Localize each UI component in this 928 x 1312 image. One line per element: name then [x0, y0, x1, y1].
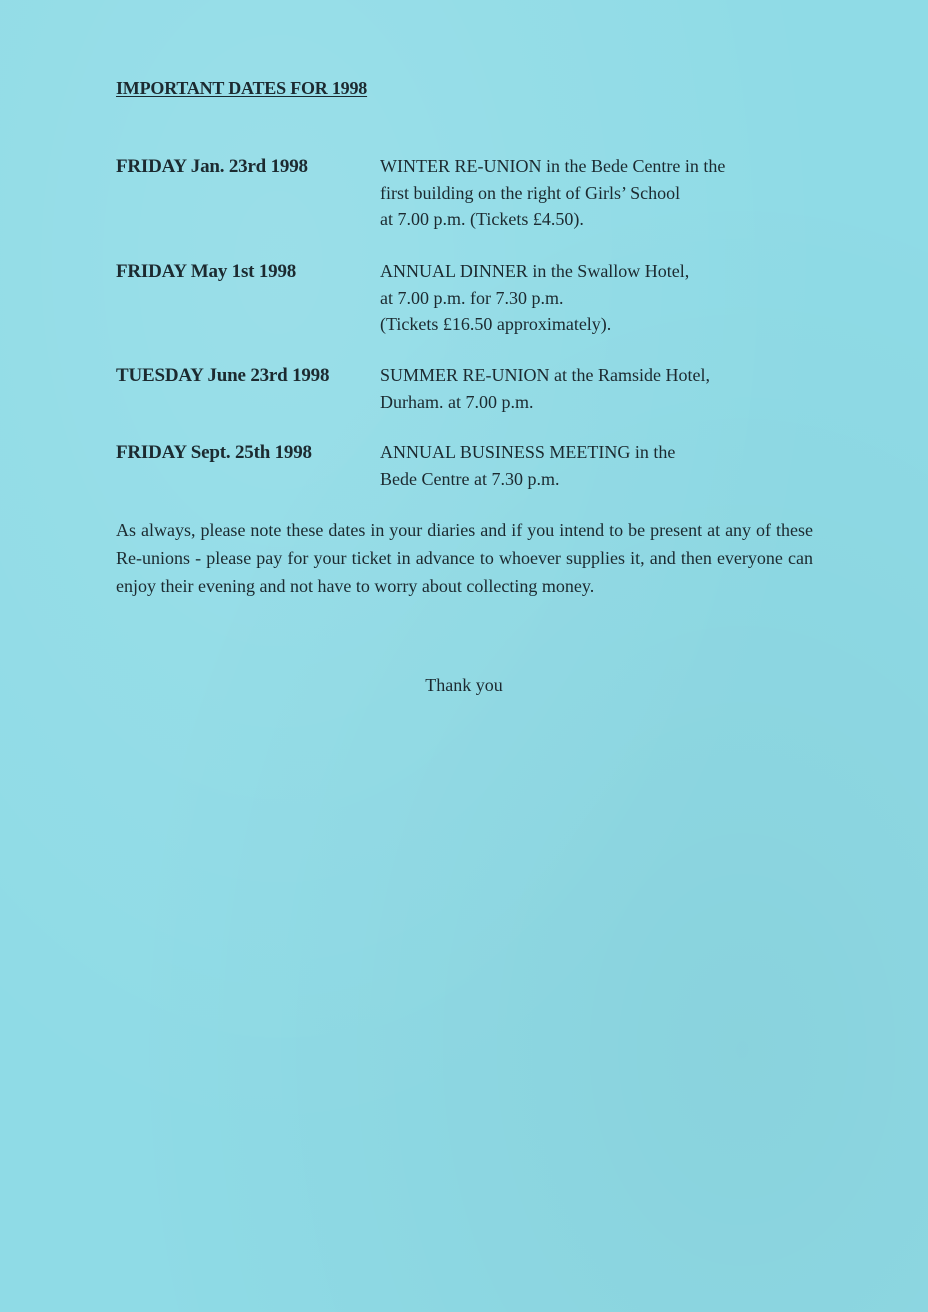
event-date: FRIDAY Jan. 23rd 1998: [116, 156, 308, 177]
event-detail-line: WINTER RE-UNION in the Bede Centre in the: [380, 156, 726, 176]
event-detail-line: at 7.00 p.m. for 7.30 p.m.: [380, 287, 564, 308]
event-detail-line: SUMMER RE-UNION at the Ramside Hotel,: [380, 365, 710, 385]
event-detail: [380, 362, 800, 415]
event-detail-line: Durham. at 7.00 p.m.: [380, 391, 534, 412]
page-heading: IMPORTANT DATES FOR 1998: [116, 78, 368, 98]
event-detail-line: ANNUAL DINNER in the Swallow Hotel,: [380, 261, 690, 281]
event-detail-line: first building on the right of Girls’ School: [380, 182, 681, 203]
note-paragraph: As always, please note these dates in your diaries and if you intend to be present at any of these Re-unions - please pay for your ticket in advance to whoever supplies it, and then everyone can enjoy their evening and not have to worry about collecting money.: [116, 520, 813, 596]
event-date: FRIDAY Sept. 25th 1998: [116, 442, 312, 463]
event-date: TUESDAY June 23rd 1998: [116, 365, 330, 386]
event-date: FRIDAY May 1st 1998: [116, 261, 297, 282]
event-detail: [380, 153, 800, 233]
closing-text: Thank you: [425, 675, 503, 695]
event-detail-line: (Tickets £16.50 approximately).: [380, 314, 612, 334]
event-detail-line: at 7.00 p.m. (Tickets £4.50).: [380, 209, 584, 229]
event-detail-line: Bede Centre at 7.30 p.m.: [380, 468, 560, 489]
event-detail: [380, 439, 800, 492]
event-detail-line: ANNUAL BUSINESS MEETING in the: [380, 442, 676, 462]
event-detail: [380, 258, 800, 338]
